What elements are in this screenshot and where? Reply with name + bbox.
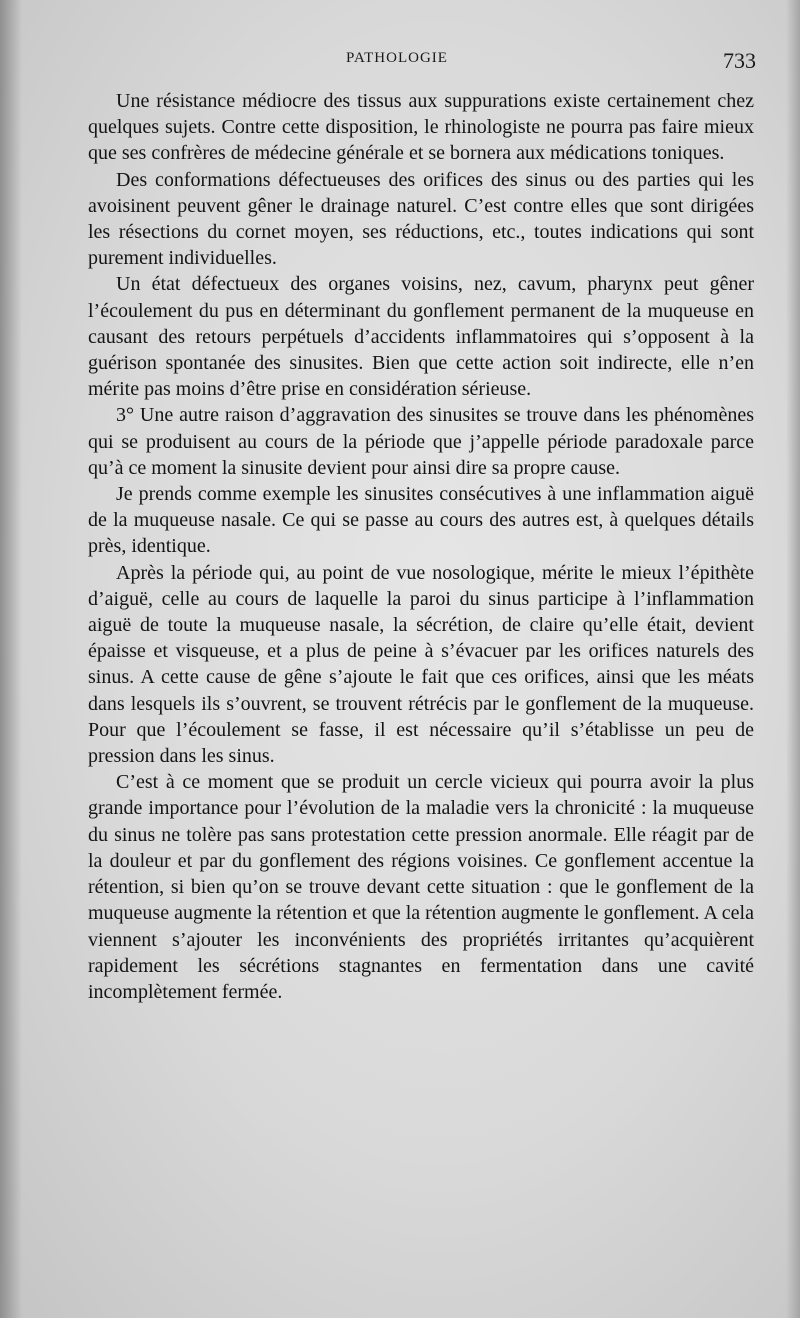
body-text: [88, 88, 754, 1005]
paragraph: Des conformations défectueuses des orifices des sinus ou des parties qui les avoisinent peuvent gêner le drainage naturel. C’est contre elles que sont dirigées les résections du cornet moyen, ses réductions, etc., toutes indications qui sont purement individuelles.: [88, 168, 754, 270]
running-title: PATHOLOGIE: [346, 50, 448, 66]
paragraph: C’est à ce moment que se produit un cercle vicieux qui pourra avoir la plus grande importance pour l’évolution de la maladie vers la chronicité : la muqueuse du sinus ne tolère pas sans protestation cette pression anormale. Elle réagit par de la douleur et par du gonflement des régions voisines. Ce gonflement accentue la rétention, si bien qu’on se trouve devant cette situation : que le gonflement de la muqueuse augmente la rétention et que la rétention augmente le gonflement. A cela viennent s’ajouter les inconvénients des propriétés irritantes qu’acquièrent rapidement les sécrétions stagnantes en fermentation dans une cavité incomplètement fermée.: [88, 771, 754, 1003]
paragraph: Je prends comme exemple les sinusites consécutives à une inflammation aiguë de la muqueuse nasale. Ce qui se passe au cours des autres est, à quelques détails près, identique.: [88, 483, 754, 558]
paragraph: Une résistance médiocre des tissus aux suppurations existe certainement chez quelques sujets. Contre cette disposition, le rhinologiste ne pourra pas faire mieux que ses confrères de médecine générale et se bornera aux médications toniques.: [88, 90, 754, 165]
page-number: 733: [723, 48, 756, 73]
paragraph: 3° Une autre raison d’aggravation des sinusites se trouve dans les phénomènes qui se produisent au cours de la période que j’appelle période paradoxale parce qu’à ce moment la sinusite devient pour ainsi dire sa propre cause.: [88, 404, 754, 479]
page-header: [88, 48, 756, 78]
paragraph: Un état défectueux des organes voisins, nez, cavum, pharynx peut gêner l’écoulement du pus en déterminant du gonflement permanent de la muqueuse en causant des retours perpétuels d’accidents inflammatoires qui s’opposent à la guérison spontanée des sinusites. Bien que cette action soit indirecte, elle n’en mérite pas moins d’être prise en considération sérieuse.: [88, 273, 754, 401]
paragraph: Après la période qui, au point de vue nosologique, mérite le mieux l’épithète d’aiguë, celle au cours de laquelle la paroi du sinus participe à l’inflammation aiguë de toute la muqueuse nasale, la sécrétion, de claire qu’elle était, devient épaisse et visqueuse, et a plus de peine à s’évacuer par les orifices naturels des sinus. A cette cause de gêne s’ajoute le fait que ces orifices, ainsi que les méats dans lesquels ils s’ouvrent, se trouvent rétrécis par le gonflement de la muqueuse. Pour que l’écoulement se fasse, il est nécessaire qu’il s’établisse un peu de pression dans les sinus.: [88, 561, 754, 768]
